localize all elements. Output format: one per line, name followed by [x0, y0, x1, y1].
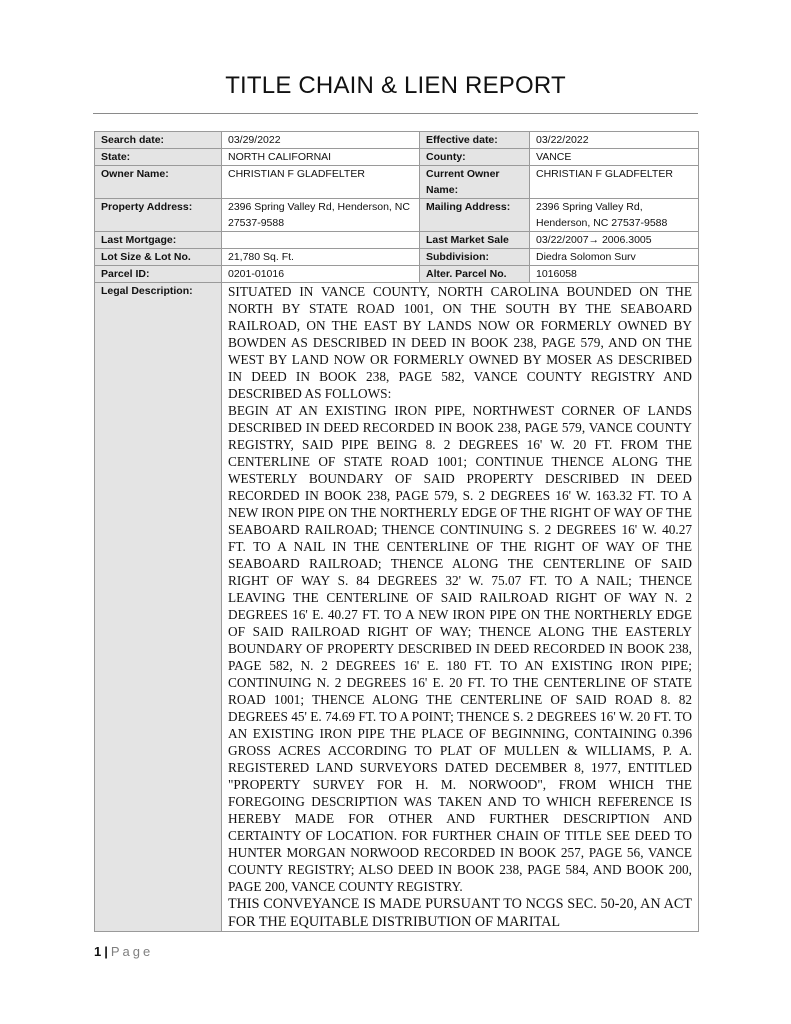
page-title: TITLE CHAIN & LIEN REPORT — [225, 72, 566, 99]
property-address-label: Property Address: — [95, 199, 222, 232]
lot-size-label: Lot Size & Lot No. — [95, 249, 222, 266]
page-number: 1 — [94, 944, 102, 959]
mailing-address-value: 2396 Spring Valley Rd, Henderson, NC 27537-9588 — [530, 199, 699, 232]
legal-paragraph: BEGIN AT AN EXISTING IRON PIPE, NORTHWEST CORNER OF LANDS DESCRIBED IN DEED RECORDED IN BOOK 238, PAGE 579, VANCE COUNTY REGISTRY, SAID PIPE BEING 8. 2 DEGREES 16' W. 20 FT. FROM THE CENTERLINE OF STATE ROAD 1001; CONTINUE THENCE ALONG THE WESTERLY BOUNDARY OF SAID PROPERTY DESCRIBED IN DEED RECORDED IN BOOK 238, PAGE 579, S. 2 DEGREES 16' W. 163.32 FT. TO A NEW IRON PIPE ON THE NORTHERLY EDGE OF THE RIGHT OF WAY OF THE SEABOARD RAILROAD; THENCE CONTINUING S. 2 DEGREES 16' W. 40.27 FT. TO A NAIL IN THE CENTERLINE OF THE RIGHT OF WAY OF THE SEABOARD RAILROAD; THENCE ALONG THE CENTERLINE OF SAID RIGHT OF WAY S. 84 DEGREES 32' W. 75.07 FT. TO A NAIL; THENCE LEAVING THE CENTERLINE OF SAID RAILROAD RIGHT OF WAY N. 2 DEGREES 16' E. 40.27 FT. TO A NEW IRON PIPE ON THE NORTHERLY EDGE OF SAID RAILROAD RIGHT OF WAY; THENCE ALONG THE EASTERLY BOUNDARY OF PROPERTY DESCRIBED IN DEED RECORDED IN BOOK 238, PAGE 582, N. 2 DEGREES 16' E. 180 FT. TO AN EXISTING IRON PIPE; CONTINUING N. 2 DEGREES 16' E. 20 FT. TO THE CENTERLINE OF STATE ROAD 1001; THENCE ALONG THE CENTERLINE OF SAID ROAD 8. 82 DEGREES 45' E. 74.69 FT. TO A POINT; THENCE S. 2 DEGREES 16' W. 20 FT. TO AN EXISTING IRON PIPE THE PLACE OF BEGINNING, CONTAINING 0.396 GROSS ACRES ACCORDING TO PLAT OF MULLEN & WILLIAMS, P. A. REGISTERED LAND SURVEYORS DATED DECEMBER 8, 1977, ENTITLED "PROPERTY SURVEY FOR H. M. NORWOOD", FROM WHICH THE FOREGOING DESCRIPTION WAS TAKEN AND TO WHICH REFERENCE IS HEREBY MADE FOR OTHER AND FURTHER DESCRIPTION AND CERTAINTY OF LOCATION. FOR FURTHER CHAIN OF TITLE SEE DEED TO HUNTER MORGAN NORWOOD RECORDED IN BOOK 257, PAGE 56, VANCE COUNTY REGISTRY; ALSO DEED IN BOOK 238, PAGE 584, AND BOOK 200, PAGE 200, VANCE COUNTY REGISTRY. — [228, 403, 692, 894]
table-row — [95, 283, 699, 932]
county-value: VANCE — [530, 149, 699, 166]
subdivision-value: Diedra Solomon Surv — [530, 249, 699, 266]
table-row — [95, 149, 699, 166]
table-row — [95, 249, 699, 266]
county-label: County: — [420, 149, 530, 166]
state-value: NORTH CALIFORNAI — [222, 149, 420, 166]
current-owner-label: Current Owner Name: — [420, 166, 530, 199]
parcel-id-label: Parcel ID: — [95, 266, 222, 283]
table-row — [95, 132, 699, 149]
effective-date-label: Effective date: — [420, 132, 530, 149]
legal-description-value — [222, 283, 699, 932]
alter-parcel-value: 1016058 — [530, 266, 699, 283]
subdivision-label: Subdivision: — [420, 249, 530, 266]
legal-paragraph: SITUATED IN VANCE COUNTY, NORTH CAROLINA BOUNDED ON THE NORTH BY STATE ROAD 1001, ON THE SOUTH BY THE SEABOARD RAILROAD, ON THE EAST BY LANDS NOW OR FORMERLY OWNED BY BOWDEN AS DESCRIBED IN DEED IN BOOK 238, PAGE 579, AND ON THE WEST BY LAND NOW OR FORMERLY OWNED BY MOSER AS DESCRIBED IN DEED IN BOOK 238, PAGE 582, VANCE COUNTY REGISTRY AND DESCRIBED AS FOLLOWS: — [228, 284, 692, 401]
state-label: State: — [95, 149, 222, 166]
owner-name-label: Owner Name: — [95, 166, 222, 199]
page-word: Page — [110, 944, 154, 959]
legal-description-label: Legal Description: — [95, 283, 222, 932]
alter-parcel-label: Alter. Parcel No. — [420, 266, 530, 283]
last-market-sale-value: 03/22/2007→ 2006.3005 — [530, 232, 699, 249]
report-table — [94, 131, 699, 932]
current-owner-value: CHRISTIAN F GLADFELTER — [530, 166, 699, 199]
owner-name-value: CHRISTIAN F GLADFELTER — [222, 166, 420, 199]
search-date-label: Search date: — [95, 132, 222, 149]
table-row — [95, 232, 699, 249]
last-mortgage-value — [222, 232, 420, 249]
mailing-address-label: Mailing Address: — [420, 199, 530, 232]
effective-date-value: 03/22/2022 — [530, 132, 699, 149]
table-row — [95, 166, 699, 199]
last-market-sale-label: Last Market Sale — [420, 232, 530, 249]
lot-size-value: 21,780 Sq. Ft. — [222, 249, 420, 266]
title-divider — [93, 113, 698, 114]
table-row — [95, 199, 699, 232]
search-date-value: 03/29/2022 — [222, 132, 420, 149]
legal-paragraph: THIS CONVEYANCE IS MADE PURSUANT TO NCGS SEC. 50-20, AN ACT FOR THE EQUITABLE DISTRIBUTION OF MARITAL — [228, 896, 692, 930]
parcel-id-value: 0201-01016 — [222, 266, 420, 283]
last-mortgage-label: Last Mortgage: — [95, 232, 222, 249]
table-row — [95, 266, 699, 283]
footer-separator: | — [104, 944, 108, 959]
property-address-value: 2396 Spring Valley Rd, Henderson, NC 27537-9588 — [222, 199, 420, 232]
page-footer — [94, 944, 153, 959]
